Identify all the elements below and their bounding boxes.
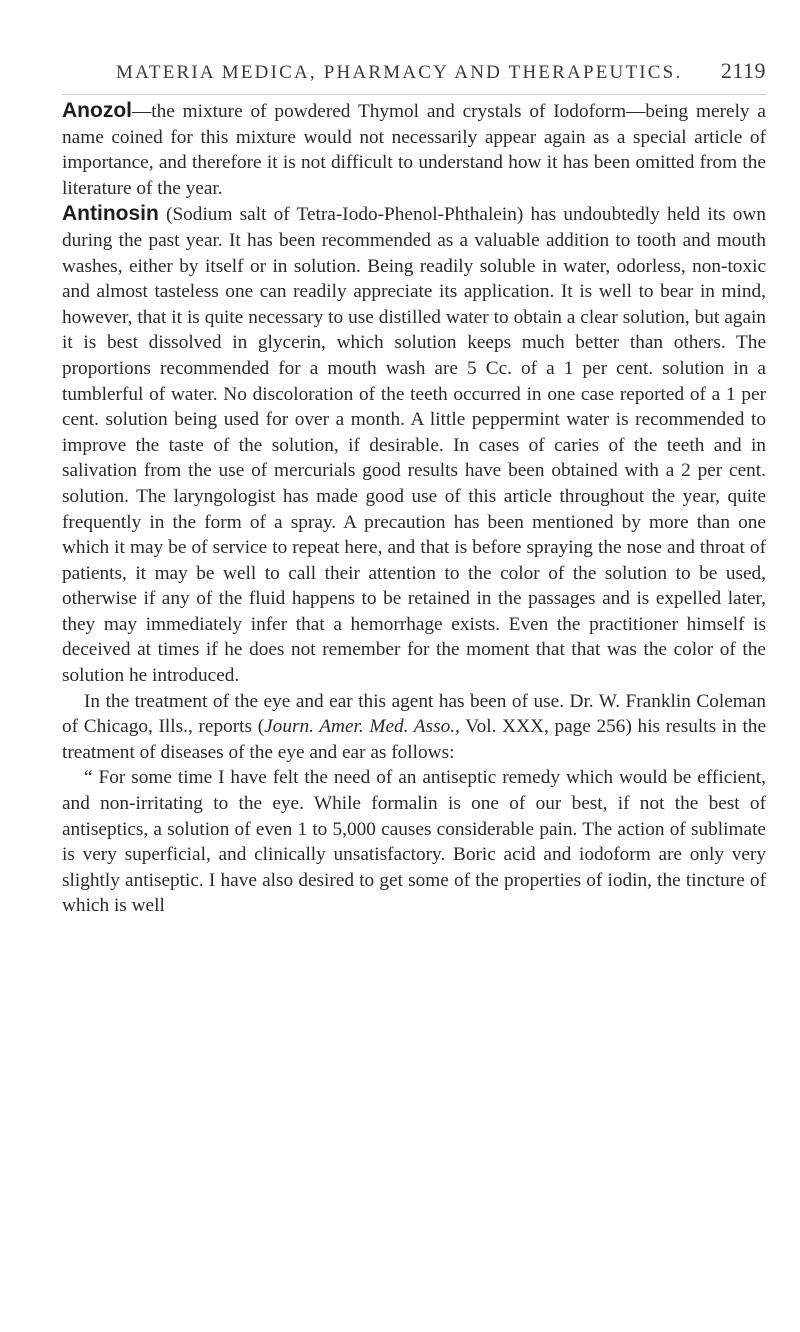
paragraph-text-anozol: —the mixture of powdered Thymol and crystals of Iodoform—being merely a name coined for this mixture would not necessarily appear again as a special article of importance, and therefore it is not difficult to understand how it has been omitted from the literature of the year. [62,101,766,199]
entry-heading-anozol: Anozol [62,99,132,122]
paragraph-antinosin [62,201,766,688]
paragraph-anozol [62,98,766,201]
paragraph-eye-ear [62,689,766,766]
paragraph-quote [62,765,766,919]
running-title: MATERIA MEDICA, PHARMACY AND THERAPEUTICS. [116,62,683,83]
article-body [62,98,766,919]
quote-text: “ For some time I have felt the need of an antiseptic remedy which would be efficient, and non-irritating to the eye. While formalin is one of our best, if not the best of antiseptics, a solution of even 1 to 5,000 causes considerable pain. The action of sublimate is very superficial, and clinically unsatisfactory. Boric acid and iodoform are only very slightly antiseptic. I have also desired to get some of the properties of iodin, the tincture of which is well [62,767,766,917]
paragraph-text-antinosin: (Sodium salt of Tetra-Iodo-Phenol-Phthalein) has undoubtedly held its own during the past year. It has been recommended as a valuable addition to tooth and mouth washes, either by itself or in solution. Being readily soluble in water, odorless, non-toxic and almost tasteless one can readily appreciate its application. It is well to bear in mind, however, that it is quite necessary to use distilled water to obtain a clear solution, but again it is best dissolved in glycerin, which solution keeps much better than others. The proportions recommended for a mouth wash are 5 Cc. of a 1 per cent. solution in a tumblerful of water. No discoloration of the teeth occurred in one case reported of a 1 per cent. solution being used for over a month. A little peppermint water is recommended to improve the taste of the solution, if desirable. In cases of caries of the teeth and in salivation from the use of mercurials good results have been obtained with a 2 per cent. solution. The laryngologist has made good use of this article throughout the year, quite frequently in the form of a spray. A precaution has been mentioned by more than one which it may be of service to repeat here, and that is before spraying the nose and throat of patients, it may be well to call their attention to the color of the solution to be used, otherwise if any of the fluid happens to be retained in the passages and is expelled later, they may immediately infer that a hemorrhage exists. Even the practitioner himself is deceived at times if he does not remember for the moment that that was the color of the solution he introduced. [62,204,766,687]
running-header [62,58,766,94]
entry-heading-antinosin: Antinosin [62,202,159,226]
page-number: 2119 [720,58,766,83]
header-rule [62,94,766,95]
journal-citation: Journ. Amer. Med. Asso., [264,716,460,738]
page [62,58,766,919]
paragraph-text-eye-ear-start: In the treatment of the eye and ear this agent has been of use. Dr. W. Franklin Coleman of Chicago, Ills., reports ( [62,690,766,738]
paragraph-text-eye-ear-end: Vol. XXX, page 256) his results in the treatment of diseases of the eye and ear as follows: [62,716,766,763]
